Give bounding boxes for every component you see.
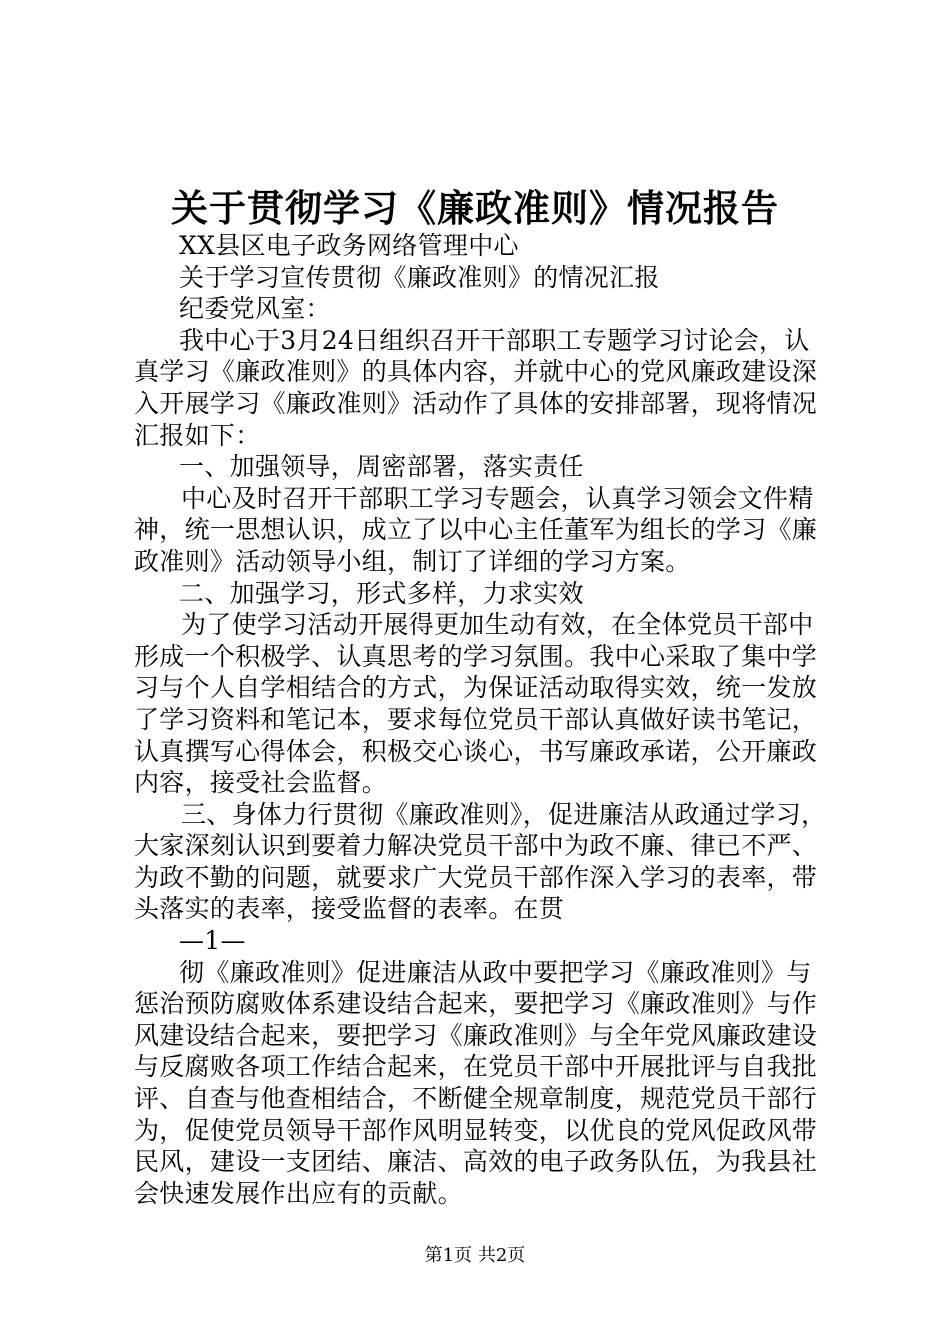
text-line: 我中心于3月24日组织召开干部职工专题学习讨论会，认: [179, 325, 810, 355]
text-line: 彻《廉政准则》促进廉洁从政中要把学习《廉政准则》与: [179, 957, 812, 987]
text-line: 惩治预防腐败体系建设结合起来，要把学习《廉政准则》与作: [134, 989, 818, 1019]
text-line: 汇报如下：: [134, 420, 261, 450]
section-heading: 一、加强领导，周密部署，落实责任: [179, 452, 584, 482]
text-line: 为，促使党员领导干部作风明显转变，以优良的党风促政风带: [134, 1115, 818, 1145]
text-line: 与反腐败各项工作结合起来，在党员干部中开展批评与自我批: [134, 1052, 818, 1082]
text-line: XX县区电子政务网络管理中心: [179, 231, 519, 260]
text-line: 为了使学习活动开展得更加生动有效，在全体党员干部中: [181, 610, 814, 640]
document-body: [134, 230, 834, 1209]
section-heading: 二、加强学习，形式多样，力求实效: [179, 578, 584, 608]
text-line: 风建设结合起来，要把学习《廉政准则》与全年党风廉政建设: [134, 1020, 818, 1050]
page-footer: 第1页 共2页: [424, 1245, 526, 1266]
text-line: 中心及时召开干部职工学习专题会，认真学习领会文件精: [181, 483, 814, 513]
text-line: 大家深刻认识到要着力解决党员干部中为政不廉、律已不严、: [134, 831, 818, 861]
text-line: 认真撰写心得体会，积极交心谈心，书写廉政承诺，公开廉政: [134, 736, 818, 766]
text-line: 政准则》活动领导小组，制订了详细的学习方案。: [134, 546, 691, 576]
text-line: 评、自查与他查相结合，不断健全规章制度，规范党员干部行: [134, 1084, 818, 1114]
text-line: 形成一个积极学、认真思考的学习氛围。我中心采取了集中学: [134, 641, 818, 671]
text-line: 内容，接受社会监督。: [134, 768, 388, 798]
text-line: 民风，建设一支团结、廉洁、高效的电子政务队伍，为我县社: [134, 1147, 818, 1177]
text-line: 神，统一思想认识，成立了以中心主任董军为组长的学习《廉: [134, 515, 818, 545]
text-line: 真学习《廉政准则》的具体内容，并就中心的党风廉政建设深: [134, 357, 818, 387]
inline-page-number: —1—: [179, 926, 246, 956]
text-line: 会快速发展作出应有的贡献。: [134, 1178, 463, 1208]
text-line: 了学习资料和笔记本，要求每位党员干部认真做好读书笔记，: [134, 704, 818, 734]
text-line: 习与个人自学相结合的方式，为保证活动取得实效，统一发放: [134, 673, 818, 703]
text-line: 纪委党风室：: [179, 294, 331, 324]
text-line: 头落实的表率，接受监督的表率。在贯: [134, 894, 565, 924]
document-title: 关于贯彻学习《廉政准则》情况报告: [171, 186, 779, 230]
section-heading: 三、身体力行贯彻《廉政准则》，促进廉洁从政通过学习，: [181, 799, 827, 829]
text-line: 入开展学习《廉政准则》活动作了具体的安排部署，现将情况: [134, 388, 818, 418]
text-line: 关于学习宣传贯彻《廉政准则》的情况汇报: [179, 262, 660, 292]
text-line: 为政不勤的问题，就要求广大党员干部作深入学习的表率，带: [134, 862, 818, 892]
